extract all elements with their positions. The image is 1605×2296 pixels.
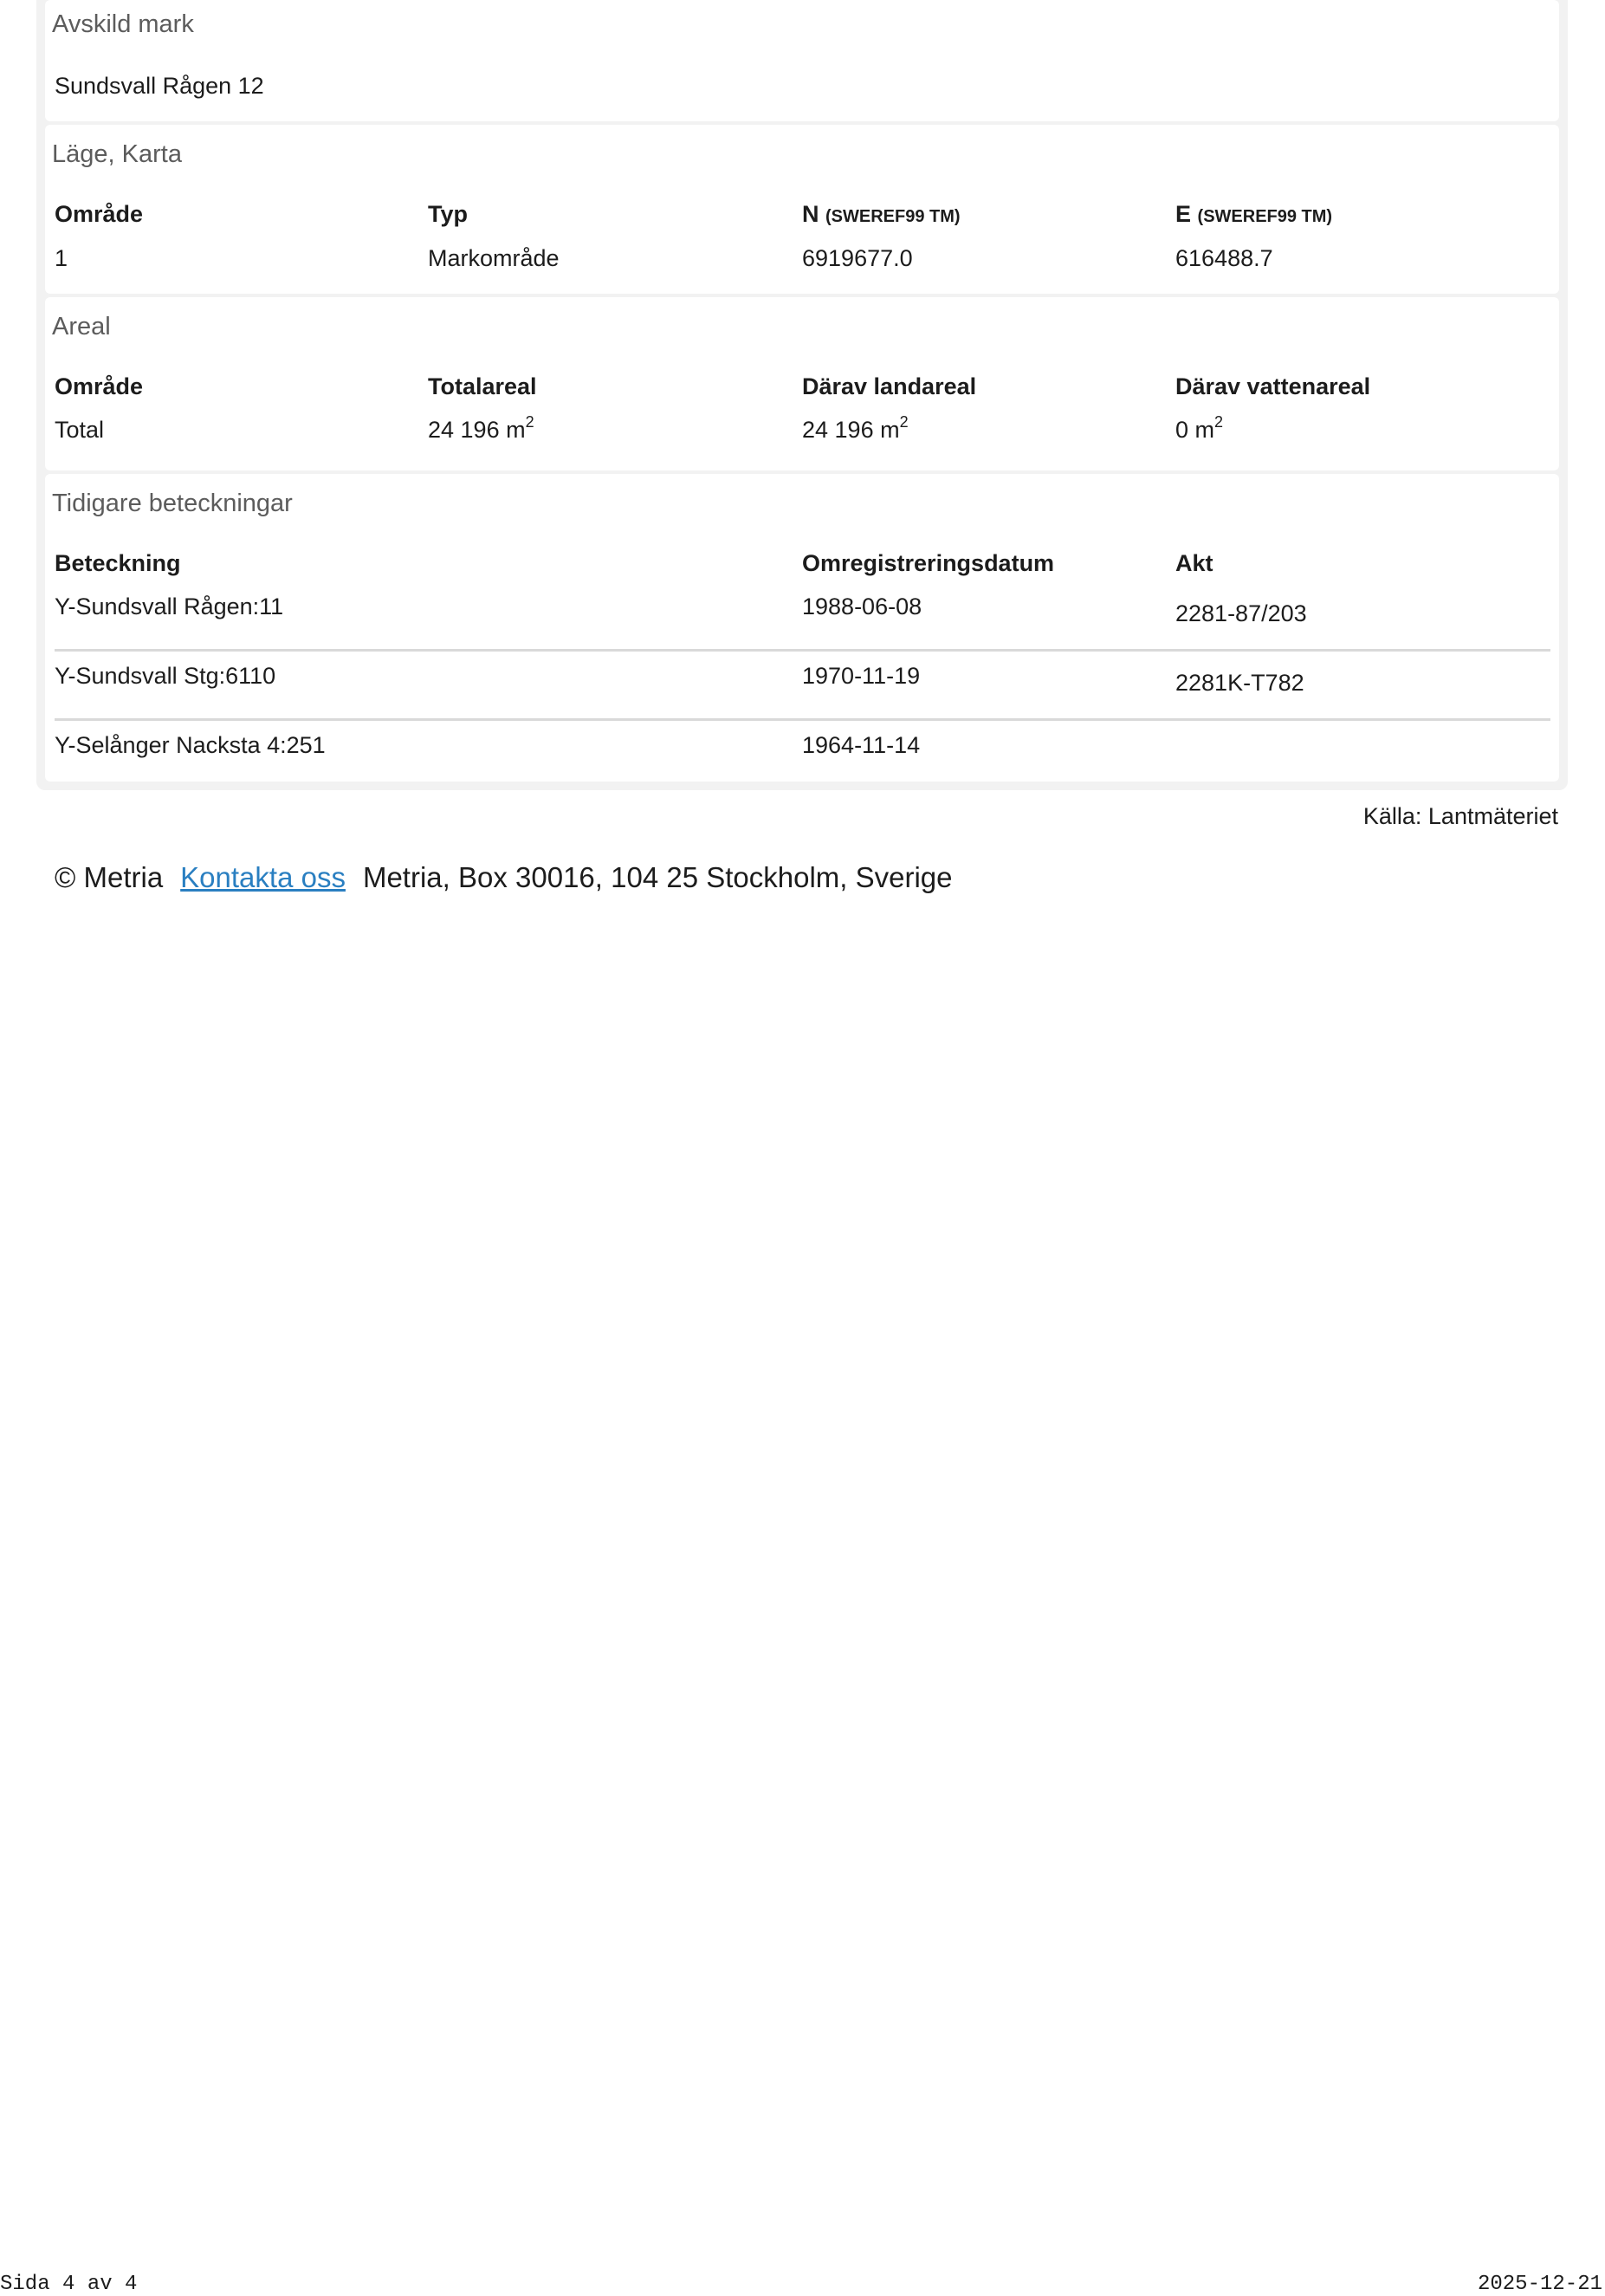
landareal-number: 24 196 [802,417,874,443]
row-divider [55,649,1550,652]
footer-address: Metria, Box 30016, 104 25 Stockholm, Sverige [362,861,953,893]
page-number: Sida 4 av 4 [0,2273,138,2296]
tidigare-title: Tidigare beteckningar [52,490,293,517]
totalareal-unit: m [506,417,526,443]
row-divider [55,718,1550,721]
table-row-2-akt: 2281K-T782 [1175,670,1304,696]
header-e-label: E [1175,201,1192,227]
avskild-mark-card [45,0,1559,121]
landareal-unit: m [880,417,900,443]
lage-n-value: 6919677.0 [802,245,913,271]
table-row-1-beteckning: Y-Sundsvall Rågen:11 [55,593,284,619]
print-date: 2025-12-21 [1477,2273,1602,2296]
areal-omrade-value: Total [55,417,105,443]
header-n-label: N [802,201,819,227]
header-omregistreringsdatum: Omregistreringsdatum [802,550,1055,576]
vattenareal-number: 0 [1175,417,1189,443]
table-row-2-beteckning: Y-Sundsvall Stg:6110 [55,663,276,689]
header-n-unit: (SWEREF99 TM) [825,207,961,226]
areal-card [45,297,1559,470]
header-vattenareal: Därav vattenareal [1175,373,1371,399]
vattenareal-unit-exp: 2 [1214,413,1224,431]
vattenareal-value [1175,413,1224,444]
header-typ: Typ [428,201,468,227]
contact-link[interactable]: Kontakta oss [180,861,346,893]
header-areal-omrade: Område [55,373,144,399]
header-n-coordinate [802,201,961,228]
tidigare-beteckningar-card [45,474,1559,782]
header-omrade: Område [55,201,144,227]
vattenareal-unit: m [1194,417,1215,443]
header-e-unit: (SWEREF99 TM) [1197,207,1333,226]
lage-e-value: 616488.7 [1175,245,1273,271]
table-row-2-datum: 1970-11-19 [802,663,921,689]
lage-typ-value: Markområde [428,245,560,271]
avskild-mark-value: Sundsvall Rågen 12 [55,73,264,99]
header-landareal: Därav landareal [802,373,977,399]
landareal-unit-exp: 2 [899,413,909,431]
lage-omrade-value: 1 [55,245,68,271]
totalareal-value [428,413,534,444]
areal-title: Areal [52,313,111,341]
totalareal-unit-exp: 2 [525,413,534,431]
table-row-3-datum: 1964-11-14 [802,732,921,758]
footer-copyright: © Metria [55,861,164,893]
header-e-coordinate [1175,201,1332,228]
header-akt: Akt [1175,550,1213,576]
avskild-mark-title: Avskild mark [52,10,194,38]
header-beteckning: Beteckning [55,550,181,576]
source-note: Källa: Lantmäteriet [1362,803,1558,829]
table-row-3-beteckning: Y-Selånger Nacksta 4:251 [55,732,326,758]
header-totalareal: Totalareal [428,373,537,399]
footer [55,861,953,894]
table-row-1-akt: 2281-87/203 [1175,600,1307,626]
property-report-panel [36,0,1568,790]
lage-karta-card [45,125,1559,294]
landareal-value [802,413,909,444]
totalareal-number: 24 196 [428,417,500,443]
table-row-1-datum: 1988-06-08 [802,593,922,619]
lage-karta-title: Läge, Karta [52,140,182,168]
